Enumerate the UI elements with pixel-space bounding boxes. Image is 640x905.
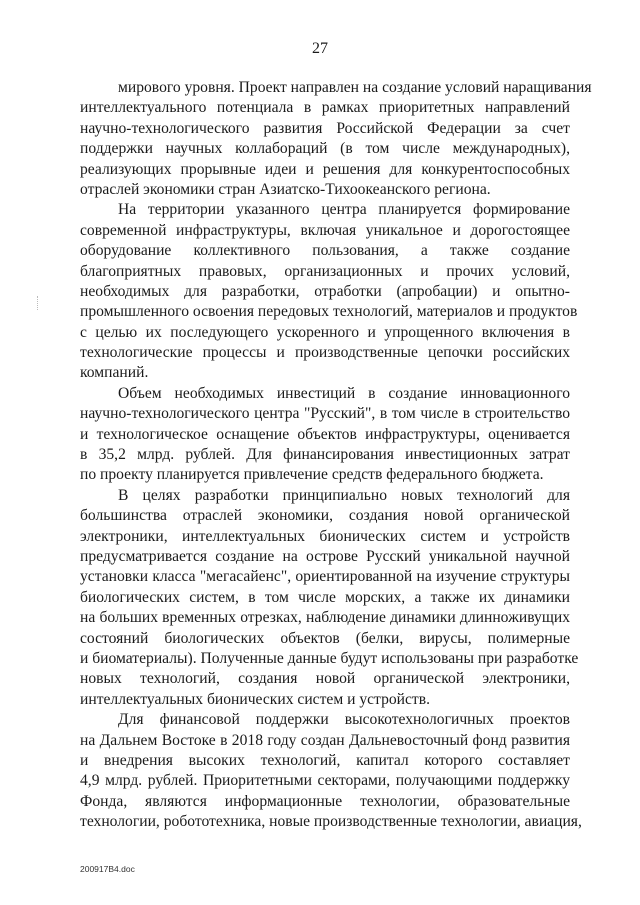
text-line: научно-технологического развития Российской Федерации за счет <box>80 119 570 137</box>
paragraph <box>80 200 578 384</box>
text-line: и внедрения высоких технологий, капитал которого составляет <box>80 751 570 769</box>
paragraph <box>80 384 570 486</box>
text-line: Для финансовой поддержки высокотехнологичных проектов <box>118 711 570 729</box>
text-line: интеллектуального потенциала в рамках приоритетных направлений <box>80 99 570 117</box>
text-line: необходимых для разработки, отработки (апробации) и опытно- <box>80 282 570 300</box>
text-line: на больших временных отрезках, наблюдение динамики длинноживущих <box>80 609 570 627</box>
text-line: большинства отраслей экономики, создания новой органической <box>80 507 570 525</box>
text-line: В целях разработки принципиально новых технологий для <box>118 486 570 504</box>
margin-mark <box>37 296 39 310</box>
text-line: интеллектуальных бионических систем и устройств. <box>80 690 430 708</box>
text-line: предусматривается создание на острове Русский уникальной научной <box>80 547 570 565</box>
text-line: биологических систем, в том числе морских, а также их динамики <box>80 588 570 606</box>
text-line: новых технологий, создания новой органической электроники, <box>80 670 570 688</box>
text-line: мирового уровня. Проект направлен на создание условий наращивания <box>118 79 592 96</box>
text-line: научно-технологического центра "Русский", в том числе в строительство <box>80 405 570 423</box>
paragraph <box>80 710 582 832</box>
text-line: отраслей экономики стран Азиатско-Тихоокеанского региона. <box>80 180 491 198</box>
text-line: по проекту планируется привлечение средств федерального бюджета. <box>80 466 544 484</box>
text-line: технологические процессы и производственные цепочки российских <box>80 344 570 362</box>
text-line: электроники, интеллектуальных бионических систем и устройств <box>80 527 570 545</box>
text-line: с целью их последующего ускоренного и упрощенного включения в <box>80 323 570 341</box>
text-line: на Дальнем Востоке в 2018 году создан Дальневосточный фонд развития <box>80 731 570 749</box>
text-line: 4,9 млрд. рублей. Приоритетными секторами, получающими поддержку <box>80 772 570 790</box>
text-line: Фонда, являются информационные технологии, образовательные <box>80 792 570 810</box>
text-line: современной инфраструктуры, включая уникальное и дорогостоящее <box>80 221 570 239</box>
text-line: в 35,2 млрд. рублей. Для финансирования инвестиционных затрат <box>80 446 570 464</box>
paragraph <box>80 78 592 200</box>
text-line: компаний. <box>80 364 149 382</box>
text-line: технологии, робототехника, новые производственные технологии, авиация, <box>80 813 582 831</box>
paragraph <box>80 486 579 710</box>
page-number: 27 <box>312 40 328 57</box>
text-line: благоприятных правовых, организационных и прочих условий, <box>80 262 570 280</box>
document-body <box>80 78 592 832</box>
text-line: оборудование коллективного пользования, а также создание <box>80 242 570 260</box>
text-line: установки класса "мегасайенс", ориентированной на изучение структуры <box>80 568 570 586</box>
text-line: Объем необходимых инвестиций в создание инновационного <box>118 384 570 402</box>
text-line: и технологическое оснащение объектов инфраструктуры, оценивается <box>80 425 570 443</box>
text-line: поддержки научных коллабораций (в том числе международных), <box>80 140 570 158</box>
text-line: реализующих прорывные идеи и решения для конкурентоспособных <box>80 160 570 178</box>
text-line: состояний биологических объектов (белки, вирусы, полимерные <box>80 629 570 647</box>
document-filename: 200917B4.doc <box>80 864 135 874</box>
text-line: На территории указанного центра планируется формирование <box>118 201 570 219</box>
text-line: промышленного освоения передовых технологий, материалов и продуктов <box>80 303 578 321</box>
text-line: и биоматериалы). Полученные данные будут использованы при разработке <box>80 649 579 667</box>
